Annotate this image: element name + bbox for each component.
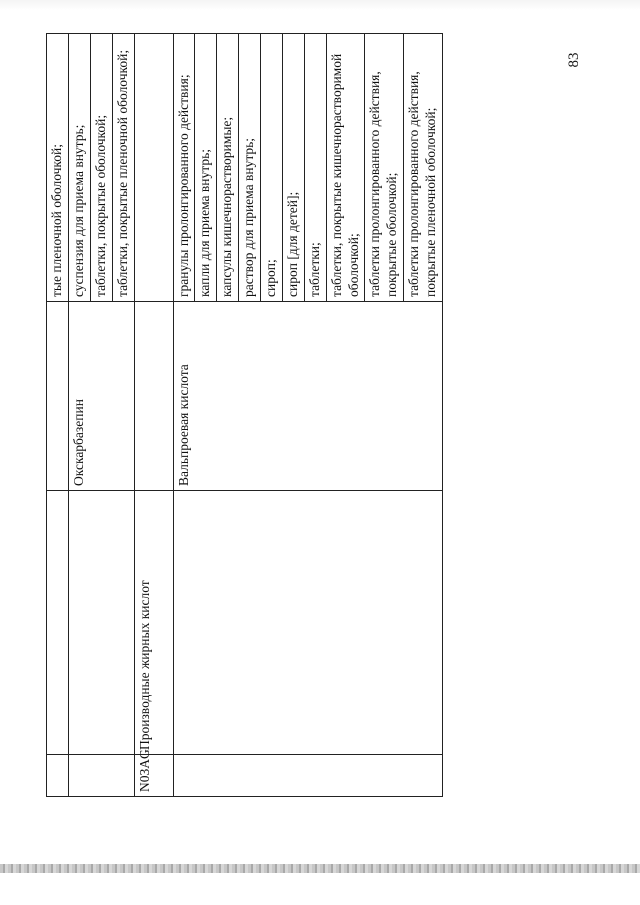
dosage-form-cell: капли для приема внутрь;	[195, 34, 217, 302]
drug-name-cell: Окскарбазепин	[68, 302, 134, 491]
group-cell: Производные жирных кислот	[134, 491, 173, 755]
drug-name-cell	[134, 302, 173, 491]
page-number: 83	[566, 52, 582, 68]
rotated-page-content	[46, 34, 553, 797]
drug-table	[46, 33, 443, 797]
table-row	[134, 34, 173, 797]
dosage-form-cell: таблетки, покрытые кишечнорастворимой оболочкой;	[326, 34, 365, 302]
dosage-form-cell: таблетки пролонгированного действия, покрытые оболочкой;	[365, 34, 404, 302]
dosage-form-cell: капсулы кишечнорастворимые;	[217, 34, 239, 302]
scan-top-edge	[0, 0, 640, 10]
scan-bottom-edge	[0, 864, 640, 873]
atc-code-cell	[47, 755, 69, 797]
table-row	[47, 34, 69, 797]
dosage-form-cell	[134, 34, 173, 302]
dosage-form-cell: раствор для приема внутрь;	[239, 34, 261, 302]
dosage-form-cell: таблетки, покрытые оболочкой;	[90, 34, 112, 302]
dosage-form-cell: таблетки, покрытые пленочной оболочкой;	[112, 34, 134, 302]
dosage-form-cell: сироп [для детей];	[282, 34, 304, 302]
drug-name-cell	[47, 302, 69, 491]
dosage-form-cell: сироп;	[261, 34, 283, 302]
dosage-form-cell: таблетки;	[304, 34, 326, 302]
group-cell	[173, 491, 442, 755]
dosage-form-cell: тые пленочной оболочкой;	[47, 34, 69, 302]
group-cell	[47, 491, 69, 755]
atc-code-cell	[173, 755, 442, 797]
dosage-form-cell: таблетки пролонгированного действия, покрытые пленочной оболочкой;	[404, 34, 443, 302]
table-row	[173, 34, 195, 797]
group-cell	[68, 491, 134, 755]
atc-code-cell	[68, 755, 134, 797]
table-row	[68, 34, 90, 797]
dosage-form-cell: суспензия для приема внутрь;	[68, 34, 90, 302]
dosage-form-cell: гранулы пролонгированного действия;	[173, 34, 195, 302]
atc-code-cell: N03AG	[134, 755, 173, 797]
drug-name-cell: Вальпроевая кислота	[173, 302, 442, 491]
